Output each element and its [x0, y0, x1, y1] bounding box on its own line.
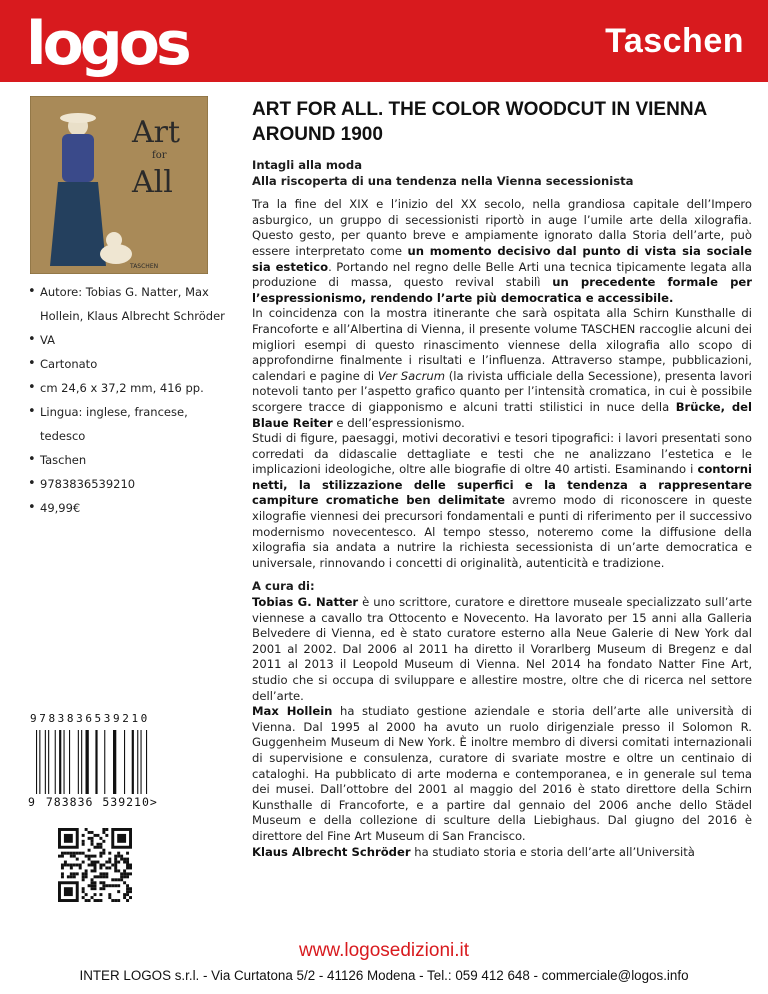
qr-module	[82, 843, 85, 846]
qr-module	[94, 884, 97, 887]
qr-module	[82, 861, 85, 864]
book-description	[252, 158, 752, 860]
qr-module	[117, 899, 120, 902]
qr-module	[88, 837, 91, 840]
barcode-bar	[95, 730, 97, 794]
qr-module	[114, 884, 117, 887]
qr-module	[82, 840, 85, 843]
cover-title-art: Art	[132, 115, 181, 150]
qr-module	[91, 837, 94, 840]
qr-module	[102, 864, 105, 867]
qr-module	[88, 899, 91, 902]
qr-module	[123, 881, 126, 884]
qr-module	[85, 855, 88, 858]
cover-title-all: All	[132, 165, 173, 200]
qr-module	[114, 855, 117, 858]
cover-imprint: TASCHEN	[130, 263, 159, 270]
qr-module	[99, 875, 102, 878]
qr-module	[91, 861, 94, 864]
qr-module	[117, 884, 120, 887]
qr-module	[88, 858, 91, 861]
qr-module	[102, 875, 105, 878]
qr-module	[82, 875, 85, 878]
qr-module	[126, 884, 129, 887]
qr-module	[126, 864, 129, 867]
detail-price: • 49,99€	[28, 496, 228, 520]
qr-module	[70, 866, 73, 869]
barcode-digits-bottom	[28, 795, 157, 809]
qr-module	[94, 899, 97, 902]
qr-module	[73, 875, 76, 878]
qr-module	[126, 866, 129, 869]
qr-module	[94, 846, 97, 849]
qr-module	[61, 864, 64, 867]
qr-module	[102, 881, 105, 884]
qr-module	[114, 858, 117, 861]
footer-company-info: INTER LOGOS s.r.l. - Via Curtatona 5/2 - 41126 Modena - Tel.: 059 412 648 - commerciale@logos.info	[79, 968, 689, 983]
detail-binding: • Cartonato	[28, 352, 228, 376]
qr-module	[120, 872, 123, 875]
qr-module	[129, 872, 132, 875]
editor-schroder-name: Klaus Albrecht Schröder	[252, 844, 411, 859]
qr-module	[126, 852, 129, 855]
qr-module	[61, 875, 64, 878]
qr-module	[67, 864, 70, 867]
qr-module	[108, 884, 111, 887]
qr-module	[82, 852, 85, 855]
qr-module	[61, 852, 64, 855]
qr-module	[99, 855, 102, 858]
qr-module	[94, 855, 97, 858]
qr-module	[79, 866, 82, 869]
qr-module	[73, 864, 76, 867]
svg-text:logos: logos	[26, 9, 188, 78]
barcode-end-mark: >	[149, 795, 157, 809]
qr-module	[99, 899, 102, 902]
book-cover-image	[30, 96, 208, 274]
qr-module	[99, 893, 102, 896]
qr-module	[105, 875, 108, 878]
qr-module	[108, 893, 111, 896]
qr-module	[114, 866, 117, 869]
qr-module	[99, 872, 102, 875]
qr-module	[79, 852, 82, 855]
qr-finder	[117, 834, 126, 843]
qr-module	[94, 881, 97, 884]
barcode-bar	[81, 730, 82, 794]
qr-module	[91, 831, 94, 834]
qr-module	[129, 864, 132, 867]
qr-module	[123, 861, 126, 864]
barcode-image	[28, 730, 174, 800]
qr-module	[88, 849, 91, 852]
qr-module	[105, 861, 108, 864]
qr-module	[91, 869, 94, 872]
qr-module	[102, 887, 105, 890]
qr-module	[117, 861, 120, 864]
barcode-bar	[59, 730, 61, 794]
qr-module	[126, 858, 129, 861]
qr-module	[99, 843, 102, 846]
qr-module	[108, 858, 111, 861]
qr-module	[105, 866, 108, 869]
book-title: ART FOR ALL. THE COLOR WOODCUT IN VIENNA AROUND 1900	[252, 99, 707, 145]
qr-module	[82, 890, 85, 893]
barcode-bar	[45, 730, 46, 794]
description-paragraph-1: Tra la fine del XIX e l’inizio del XX secolo, nella grandiosa capitale dell’Impero asburgico, un gruppo di secessionisti riportò in auge l’umile arte della xilografia. Questo gesto, per quanto breve e ampiamente ignorato dalla Storia dell’arte, può essere interpretato come un momento decisivo dal punto di vista sia sociale sia estetico. Portando nel regno delle Belle Arti una tecnica tipicamente legata alla produzione di massa, questo revival stabilì un precedente formale per l’espressionismo, rendendo l’arte più democratica e accessibile.	[252, 197, 752, 305]
qr-module	[64, 852, 67, 855]
qr-module	[94, 866, 97, 869]
qr-module	[91, 881, 94, 884]
qr-module	[99, 881, 102, 884]
qr-module	[123, 893, 126, 896]
qr-module	[94, 834, 97, 837]
qr-module	[91, 855, 94, 858]
qr-module	[108, 852, 111, 855]
qr-module	[82, 834, 85, 837]
qr-module	[114, 878, 117, 881]
qr-module	[70, 872, 73, 875]
qr-module	[91, 843, 94, 846]
qr-module	[79, 864, 82, 867]
qr-module	[102, 831, 105, 834]
detail-edition: • VA	[28, 328, 228, 352]
qr-module	[120, 875, 123, 878]
publisher-name: Taschen	[605, 22, 744, 60]
qr-module	[61, 855, 64, 858]
qr-module	[61, 872, 64, 875]
qr-module	[120, 855, 123, 858]
editors-heading: A cura di:	[252, 579, 315, 594]
qr-module	[99, 837, 102, 840]
qr-module	[70, 855, 73, 858]
detail-author: • Autore: Tobias G. Natter, Max Hollein, Klaus Albrecht Schröder	[28, 280, 228, 328]
qr-module	[108, 896, 111, 899]
detail-format: • cm 24,6 x 37,2 mm, 416 pp.	[28, 376, 228, 400]
qr-module	[91, 864, 94, 867]
qr-module	[126, 875, 129, 878]
qr-module	[117, 852, 120, 855]
qr-module	[126, 899, 129, 902]
book-details-list	[28, 280, 228, 520]
qr-module	[126, 861, 129, 864]
qr-module	[94, 869, 97, 872]
qr-module	[73, 852, 76, 855]
qr-module	[99, 887, 102, 890]
qr-module	[96, 875, 99, 878]
qr-module	[76, 852, 79, 855]
barcode-bar	[39, 730, 40, 794]
qr-module	[123, 872, 126, 875]
qr-module	[117, 869, 120, 872]
qr-module	[91, 896, 94, 899]
qr-module	[126, 893, 129, 896]
qr-module	[129, 896, 132, 899]
detail-isbn: • 9783836539210	[28, 472, 228, 496]
barcode-bar	[141, 730, 142, 794]
detail-language: • Lingua: inglese, francese, tedesco	[28, 400, 228, 448]
barcode-right-group: 539210	[102, 795, 150, 809]
barcode-bar	[146, 730, 147, 794]
editor-natter-bio: Tobias G. Natter è uno scrittore, curatore e direttore museale specializzato sull’arte viennese a cavallo tra Ottocento e Novecento. Ha lavorato per 15 anni alla Galleria Belvedere di Vienna, ed è stato curatore esterno alla Neue Galerie di New York dal 2001 al 2002. Dal 2006 al 2011 ha diretto il Vorarlberg Museum di Bregenz e dal 2011 al 2013 il Leopold Museum di Vienna. Nel 2014 ha fondato Natter Fine Art, studio che si occupa di sviluppare e allestire mostre, oltre che di ricerca nel settore dell’arte.	[252, 595, 753, 703]
barcode-bar	[113, 730, 116, 794]
qr-module	[76, 864, 79, 867]
qr-module	[91, 878, 94, 881]
qr-module	[73, 872, 76, 875]
qr-module	[114, 899, 117, 902]
qr-module	[85, 893, 88, 896]
qr-module	[117, 890, 120, 893]
qr-module	[111, 899, 114, 902]
qr-module	[117, 855, 120, 858]
qr-module	[120, 858, 123, 861]
qr-module	[123, 869, 126, 872]
qr-module	[96, 843, 99, 846]
barcode-bar	[48, 730, 49, 794]
qr-module	[70, 864, 73, 867]
qr-module	[102, 852, 105, 855]
qr-module	[85, 899, 88, 902]
qr-module	[82, 878, 85, 881]
qr-module	[102, 828, 105, 831]
qr-module	[102, 849, 105, 852]
qr-module	[108, 861, 111, 864]
qr-module	[85, 875, 88, 878]
qr-finder	[64, 834, 73, 843]
barcode-bar	[124, 730, 125, 794]
qr-module	[88, 864, 91, 867]
qr-module	[82, 872, 85, 875]
qr-module	[114, 869, 117, 872]
barcode-left-group: 783836	[45, 795, 94, 809]
qr-module	[99, 852, 102, 855]
qr-module	[105, 884, 108, 887]
editor-natter-name: Tobias G. Natter	[252, 595, 359, 610]
qr-module	[111, 878, 114, 881]
qr-module	[64, 864, 67, 867]
qr-module	[94, 875, 97, 878]
qr-module	[82, 896, 85, 899]
qr-module	[91, 840, 94, 843]
qr-module	[85, 869, 88, 872]
barcode-bar	[137, 730, 138, 794]
barcode-bar	[132, 730, 134, 794]
detail-publisher: • Taschen	[28, 448, 228, 472]
qr-module	[129, 866, 132, 869]
qr-code-image[interactable]	[58, 828, 132, 902]
qr-module	[114, 861, 117, 864]
qr-module	[111, 864, 114, 867]
qr-module	[105, 872, 108, 875]
qr-module	[96, 861, 99, 864]
qr-module	[105, 834, 108, 837]
qr-module	[88, 831, 91, 834]
qr-module	[67, 875, 70, 878]
qr-module	[99, 864, 102, 867]
barcode-lead: 9	[28, 795, 35, 809]
description-paragraph-2: In coincidenza con la mostra itinerante che sarà ospitata alla Schirn Kunsthalle di Francoforte e all’Albertina di Vienna, il presente volume TASCHEN raccoglie alcuni dei migliori esempi di questo rinascimento viennese della xilografia allo scopo di approfondirne finalmente i risultati e l’influenza. Attraverso stampe, pubblicazioni, calendari e pagine di Ver Sacrum (la rivista ufficiale della Secessione), presenta lavori notevoli tanto per l’aspetto grafico quanto per l’intensità cromatica, in cui è possibile scorgere tracce di giapponismo e alcuni tratti stilistici in nuce della Brücke, del Blaue Reiter e dell’espressionismo.	[252, 306, 752, 430]
qr-module	[96, 899, 99, 902]
barcode-bar	[36, 730, 37, 794]
qr-module	[76, 872, 79, 875]
qr-module	[82, 887, 85, 890]
qr-module	[96, 834, 99, 837]
footer-website-link[interactable]: www.logosedizioni.it	[298, 940, 470, 961]
qr-module	[123, 896, 126, 899]
qr-module	[111, 884, 114, 887]
description-paragraph-3: Studi di figure, paesaggi, motivi decorativi e tesori tipografici: i lavori presentati sono corredati da didascalie dettagliate e testi che ne analizzano l’estetica e le implicazioni ideologiche, oltre alle biografie di oltre 40 artisti. Esaminando i contorni netti, la stilizzazione delle superfici e la tendenza a rappresentare campiture cromatiche ben delimitate avremo modo di riconoscere in queste xilografie viennesi dei precursori fondamentali e punti di riferimento per il successivo modernismo novecentesco. Al tempo stesso, noteremo come la diffusione della xilografia sia andata a nutrire la richiesta secessionista di un’arte democratica e universale, rinnovando i concetti di originalità, autenticità e tradizione.	[252, 431, 752, 570]
qr-module	[67, 852, 70, 855]
qr-module	[102, 884, 105, 887]
editor-schroder-bio: Klaus Albrecht Schröder ha studiato storia e storia dell’arte all’Università	[252, 844, 695, 859]
subtitle-2: Alla riscoperta di una tendenza nella Vienna secessionista	[252, 173, 634, 188]
qr-module	[58, 855, 61, 858]
cover-title-for: for	[152, 150, 167, 161]
qr-module	[88, 855, 91, 858]
qr-module	[102, 872, 105, 875]
qr-module	[108, 866, 111, 869]
qr-module	[120, 878, 123, 881]
barcode-bar	[104, 730, 105, 794]
qr-module	[94, 864, 97, 867]
qr-module	[105, 828, 108, 831]
qr-module	[85, 828, 88, 831]
qr-module	[70, 852, 73, 855]
qr-module	[61, 866, 64, 869]
barcode-bar	[55, 730, 56, 794]
barcode-bar	[64, 730, 65, 794]
qr-module	[123, 875, 126, 878]
qr-module	[126, 890, 129, 893]
editor-hollein-bio: Max Hollein ha studiato gestione aziendale e storia dell’arte alle università di Vienna. Dal 1995 al 2000 ha avuto un ruolo dirigenziale presso il Solomon R. Guggenheim Museum di New York. È inoltre membro di diversi comitati internazionali di supervisione e consulenza, curatore di svariate mostre e oltre un centinaio di cataloghi. Ha pubblicato di arte moderna e contemporanea, e in generale sul tema dei musei. Dall’ottobre del 2001 al maggio del 2016 è stato direttore della Schirn Kunsthalle di Francoforte, e a partire dal gennaio del 2006 anche dello Städel Museum e della collezione di sculture della Liebighaus. Dal giugno del 2016 è direttore del Fine Art Museum di San Francisco.	[252, 704, 752, 843]
qr-module	[70, 875, 73, 878]
qr-module	[126, 887, 129, 890]
qr-module	[129, 887, 132, 890]
qr-module	[99, 866, 102, 869]
qr-module	[85, 872, 88, 875]
qr-module	[88, 884, 91, 887]
qr-module	[129, 890, 132, 893]
qr-module	[99, 846, 102, 849]
qr-module	[94, 887, 97, 890]
qr-finder	[64, 887, 73, 896]
barcode-bar	[86, 730, 89, 794]
subtitle-1: Intagli alla moda	[252, 158, 363, 172]
logos-logo[interactable]	[22, 8, 222, 78]
editor-hollein-name: Max Hollein	[252, 704, 333, 719]
qr-module	[123, 858, 126, 861]
header-bar	[0, 0, 768, 82]
qr-module	[76, 858, 79, 861]
barcode-bar	[78, 730, 79, 794]
qr-module	[102, 840, 105, 843]
qr-module	[94, 861, 97, 864]
qr-module	[96, 846, 99, 849]
qr-module	[91, 884, 94, 887]
qr-module	[94, 893, 97, 896]
qr-module	[64, 861, 67, 864]
qr-module	[73, 855, 76, 858]
qr-module	[126, 872, 129, 875]
qr-module	[114, 864, 117, 867]
barcode-bar	[69, 730, 70, 794]
qr-module	[117, 878, 120, 881]
qr-module	[91, 887, 94, 890]
barcode-digits-top: 9783836539210	[30, 712, 150, 725]
